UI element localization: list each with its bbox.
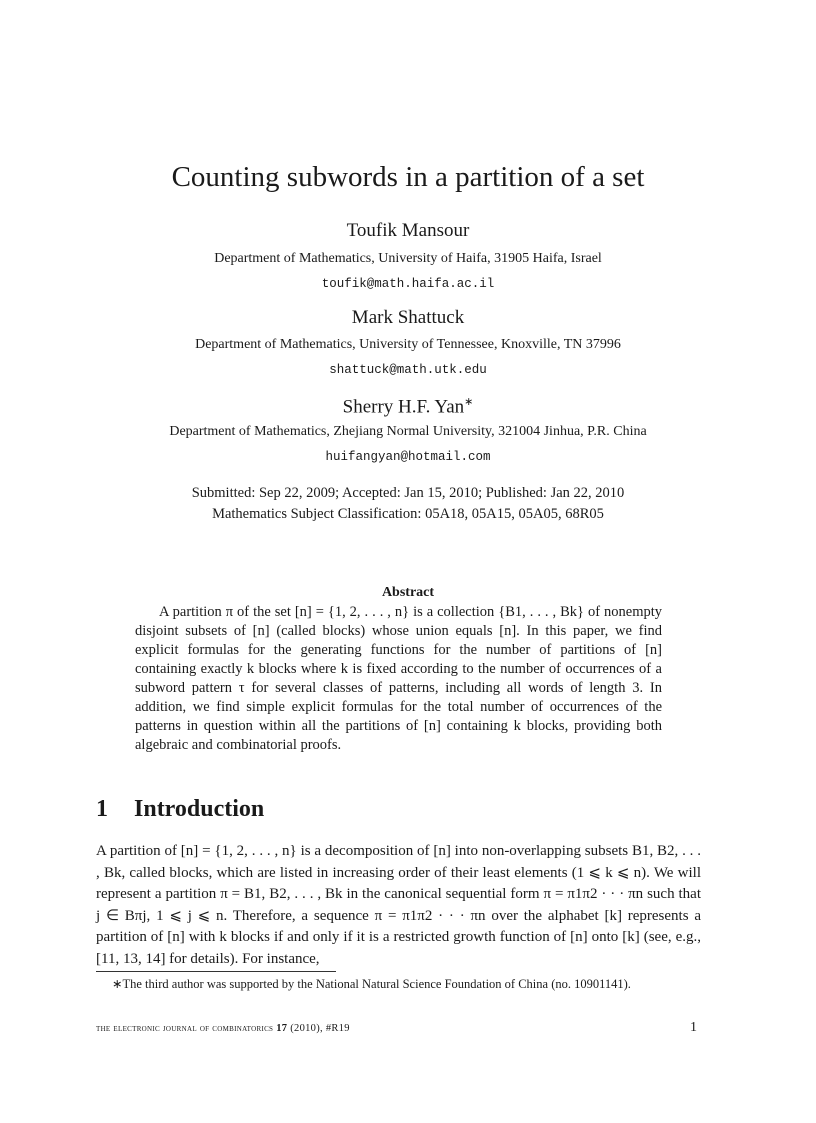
- author-email-2[interactable]: shattuck@math.utk.edu: [329, 363, 487, 377]
- section-title: Introduction: [134, 796, 265, 822]
- author-name-3-text: Sherry H.F. Yan: [342, 396, 465, 418]
- intro-body: [96, 841, 701, 970]
- footnote-rule: [96, 971, 336, 972]
- author-name-1: Toufik Mansour: [346, 220, 470, 241]
- paper-title: Counting subwords in a partition of a set: [171, 161, 645, 193]
- footnote-marker[interactable]: ∗: [464, 396, 474, 408]
- abstract-heading: Abstract: [381, 585, 435, 600]
- journal-volume: 17: [276, 1023, 288, 1034]
- footnote: ∗The third author was supported by the National Natural Science Foundation of China (no. 10901141).: [112, 977, 631, 991]
- author-email-1[interactable]: toufik@math.haifa.ac.il: [321, 277, 495, 291]
- intro-paragraph: A partition of [n] = {1, 2, . . . , n} is a decomposition of [n] into non-overlapping subsets B1, B2, . . . , Bk, called blocks, which are listed in increasing order of their least elements (1 ⩽ k ⩽ n). We will represent a partition π = B1, B2, . . . , Bk in the canonical sequential form π = π1π2 · · · πn such that j ∈ Bπj, 1 ⩽ j ⩽ n. Therefore, a sequence π = π1π2 · · · πn over the alphabet [k] represents a partition of [n] with k blocks if and only if it is a restricted growth function of [n] onto [k] (see, e.g., [11, 13, 14] for details). For instance,: [96, 843, 701, 967]
- submission-dates: Submitted: Sep 22, 2009; Accepted: Jan 15, 2010; Published: Jan 22, 2010: [191, 485, 625, 501]
- page-number: 1: [690, 1020, 697, 1035]
- section-heading: [96, 796, 264, 823]
- author-affiliation-1: Department of Mathematics, University of Haifa, 31905 Haifa, Israel: [214, 251, 602, 266]
- author-affiliation-3: Department of Mathematics, Zhejiang Normal University, 321004 Jinhua, P.R. China: [169, 424, 647, 439]
- journal-name: the electronic journal of combinatorics: [96, 1023, 274, 1034]
- author-name-2: Mark Shattuck: [351, 307, 465, 328]
- author-email-3[interactable]: huifangyan@hotmail.com: [325, 450, 491, 464]
- author-name-3: [0, 395, 816, 418]
- journal-footer: [96, 1023, 350, 1034]
- journal-year-id: (2010), #R19: [290, 1023, 350, 1034]
- section-number: 1: [96, 796, 108, 822]
- author-affiliation-2: Department of Mathematics, University of Tennessee, Knoxville, TN 37996: [195, 337, 621, 352]
- abstract-body: [135, 603, 662, 755]
- subject-classification: Mathematics Subject Classification: 05A18, 05A15, 05A05, 68R05: [212, 506, 604, 522]
- abstract-paragraph: A partition π of the set [n] = {1, 2, . . . , n} is a collection {B1, . . . , Bk} of nonempty disjoint subsets of [n] (called blocks) whose union equals [n]. In this paper, we find explicit formulas for the generating functions for the number of partitions of [n] containing exactly k blocks where k is fixed according to the number of occurrences of a subword pattern τ for several classes of patterns, including all words of length 3. In addition, we find simple explicit formulas for the total number of occurrences of the patterns in question within all the partitions of [n] containing k blocks, providing both algebraic and combinatorial proofs.: [135, 604, 662, 753]
